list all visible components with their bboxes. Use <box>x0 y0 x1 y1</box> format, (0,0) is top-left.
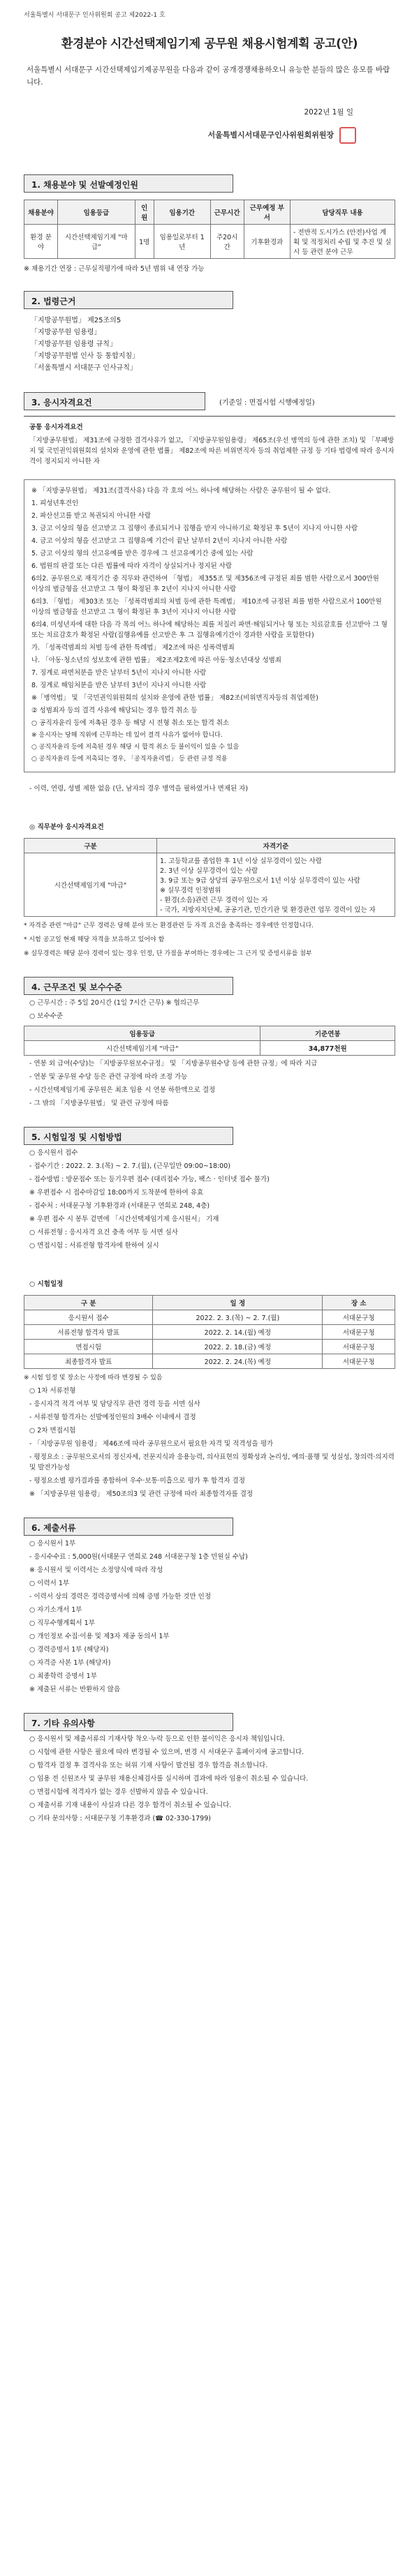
table-header-row <box>24 200 395 225</box>
issuer-name: 서울특별시서대문구인사위원회위원장 <box>207 130 335 140</box>
criteria-item: 3. 9급 또는 9급 상당의 공무원으로서 1년 이상 실무경력이 있는 사람 <box>160 877 360 885</box>
table-cell: - 전반적 도시가스 (안전)사업 계획 및 적정처리 수립 및 추진 및 실시 등 관련 분야 근무 <box>291 225 395 259</box>
salary-table <box>24 1026 395 1056</box>
divider <box>24 416 395 417</box>
header-cell: 인원 <box>135 200 154 225</box>
qual-note: * 자격증 관련 "마급" 근무 경력은 당해 분야 또는 환경관련 등 자격 요건을 충족하는 경우에만 인정합니다. <box>24 922 314 929</box>
section-schedule-table <box>24 1279 395 1499</box>
header-cell: 일 정 <box>153 1296 323 1310</box>
header-cell: 채용분야 <box>24 200 58 225</box>
table-row <box>24 1041 395 1056</box>
header-cell: 근무시간 <box>210 200 244 225</box>
schedule-line: - 서류전형 합격자는 선발예정인원의 3배수 이내에서 결정 <box>29 1414 196 1421</box>
list-item: 「서울특별시 서대문구 인사규칙」 <box>31 364 137 372</box>
common-requirements-text: 「지방공무원법」 제31조에 규정한 결격사유가 없고, 「지방공무원임용령」 제65조(우선 병역의 등에 관한 조치) 및 「부패방지 및 국민권익위원회의 설치와 운영에 관한 법률」 제82조에 따른 비위면직자 등의 취업제한 규정 등 기타 법령에 따라 응시자격이 정지되지 아니한 자 <box>29 437 395 465</box>
document-line: ○ 자기소개서 1부 <box>29 1606 82 1614</box>
table-row <box>24 853 395 917</box>
issuer <box>24 127 395 144</box>
box-line: 나. 「아동·청소년의 성보호에 관한 법률」 제2조제2호에 따른 아동·청소년대상 성범죄 <box>31 657 281 664</box>
table-row <box>24 1325 395 1340</box>
section-notes <box>24 1713 395 1824</box>
criteria-item: ※ 실무경력 인정범위 <box>160 887 221 894</box>
legal-basis-list <box>24 315 395 374</box>
header-cell: 임용기간 <box>154 200 210 225</box>
criteria-item: 1. 고등학교를 졸업한 후 1년 이상 실무경력이 있는 사람 <box>160 858 322 865</box>
section-working-conditions <box>24 977 395 1109</box>
table-header-row <box>24 1026 395 1041</box>
box-note: ○ 공직자윤리 등에 저촉된 경우 해당 시 합격 취소 등 불이익이 있을 수 있음 <box>31 744 240 751</box>
box-line: 5. 금고 이상의 형의 선고유예를 받은 경우에 그 선고유예기간 중에 있는 사람 <box>31 550 253 557</box>
list-item: 「지방공무원법 인사 등 통합지침」 <box>31 352 140 360</box>
schedule-title: ○ 시험일정 <box>29 1280 64 1288</box>
table-cell: 2022. 2. 14.(월) 예정 <box>153 1325 323 1340</box>
recruitment-table <box>24 200 395 259</box>
announcement-date: 2022년 1월 일 <box>304 108 353 117</box>
announcement-number: 서울특별시 서대문구 인사위원회 공고 제2022-1 호 <box>24 12 166 19</box>
document-line: - 이력서 상의 경력은 경력증명서에 의해 증명 가능한 것만 인정 <box>29 1593 212 1601</box>
table-cell: 서대문구청 <box>323 1325 395 1340</box>
table-row <box>24 225 395 259</box>
box-line: ※ 「지방공무원법」 제31조(결격사유) 다음 각 호의 어느 하나에 해당하는 사람은 공무원이 될 수 없다. <box>31 487 331 495</box>
notice-line: ○ 응시원서 및 제출서류의 기재사항 착오·누락 등으로 인한 불이익은 응시자 책임입니다. <box>29 1735 285 1743</box>
section-title: 2. 법령근거 <box>24 291 233 309</box>
section-exam-schedule <box>24 1127 395 1251</box>
box-line: 6의4. 미성년자에 대한 다음 각 목의 어느 하나에 해당하는 죄를 저질러 파면·해임되거나 형 또는 치료감호를 선고받아 그 형 또는 치료감호가 확정된 사람(집행유예를 선고받은 후 그 집행유예기간이 경과한 사람을 포함한다) <box>31 621 388 639</box>
schedule-line: - 「지방공무원 임용령」 제46조에 따라 공무원으로서 필요한 자격 및 적격성을 평가 <box>29 1440 274 1448</box>
box-line: 1. 피성년후견인 <box>31 500 79 507</box>
notice-line: ○ 기타 문의사항 : 서대문구청 기후환경과 (☎ 02-330-1799) <box>29 1815 211 1822</box>
box-note: ○ 공직자윤리 등에 저촉되는 경우, 「공직자윤리법」 등 관련 규정 적용 <box>31 756 228 763</box>
header-cell: 근무예정 부서 <box>244 200 290 225</box>
schedule-line: - 평정요소 : 공무원으로서의 정신자세, 전문지식과 응용능력, 의사표현의 정확성과 논리성, 예의·품행 및 성실성, 창의력·의지력 및 발전가능성 <box>29 1453 395 1472</box>
table-row <box>24 1310 395 1325</box>
header-cell: 자격기준 <box>157 839 395 853</box>
exam-line: ○ 응시원서 접수 <box>29 1149 78 1157</box>
table-cell: 기후환경과 <box>244 225 290 259</box>
header-cell: 장 소 <box>323 1296 395 1310</box>
page-title: 환경분야 시간선택제임기제 공무원 채용시험계획 공고(안) <box>61 37 358 51</box>
box-note: ※ 응시자는 당해 직위에 근무하는 데 있어 결격 사유가 없어야 합니다. <box>31 732 223 739</box>
section-title: 7. 기타 유의사항 <box>24 1713 233 1731</box>
qualifications-title: ◎ 직무분야 응시자격요건 <box>29 823 104 831</box>
document-line: - 응시수수료 : 5,000원(서대문구 연희로 248 서대문구청 1층 민원실 수납) <box>29 1553 248 1561</box>
box-line: ② 성범죄자 등의 결격 사유에 해당되는 경우 합격 취소 등 <box>31 707 198 714</box>
section-legal-basis <box>24 291 395 374</box>
box-line: 6의2. 공무원으로 재직기간 중 직무와 관련하여 「형법」 제355조 및 제356조에 규정된 죄를 범한 사람으로서 300만원 이상의 벌금형을 선고받고 그 형이 확정된 후 2년이 지나지 아니한 사람 <box>31 575 379 593</box>
document-line: ○ 개인정보 수집·이용 및 제3자 제공 동의서 1부 <box>29 1633 170 1640</box>
table-cell: 주20시간 <box>210 225 244 259</box>
table-cell: 2022. 2. 24.(목) 예정 <box>153 1354 323 1369</box>
box-line: ※「병역법」 및 「국민권익위원회의 설치와 운영에 관한 법률」 제82조(비위면직자등의 취업제한) <box>31 694 318 702</box>
section-title: 5. 시험일정 및 시험방법 <box>24 1127 233 1145</box>
section-title: 1. 채용분야 및 선발예정인원 <box>24 174 233 193</box>
header-cell: 임용등급 <box>58 200 135 225</box>
salary-note: - 연봉 외 급여(수당)는 「지방공무원보수규정」 및 「지방공무원수당 등에 관한 규정」에 따라 지급 <box>29 1060 318 1068</box>
exam-line: ○ 면접시험 : 서류전형 합격자에 한하여 실시 <box>29 1242 159 1250</box>
section-eligibility <box>24 392 395 794</box>
box-line: ○ 공직자윤리 등에 저촉된 경우 등 해당 시 전형 취소 또는 합격 취소 <box>31 719 230 727</box>
table-cell: 환경 분야 <box>24 225 58 259</box>
table-cell: 2022. 2. 3.(목) ~ 2. 7.(월) <box>153 1310 323 1325</box>
table-row <box>24 1354 395 1369</box>
notice-line: ○ 합격자 결정 후 결격사유 또는 허위 기재 사항이 발견될 경우 합격을 취소합니다. <box>29 1762 268 1769</box>
header-cell: 임용등급 <box>24 1026 260 1041</box>
exam-line: - 접수기간 : 2022. 2. 3.(목) ~ 2. 7.(월), (근무일만 09:00~18:00) <box>29 1162 230 1170</box>
section-documents <box>24 1518 395 1695</box>
notice-line: ○ 임용 전 신원조사 및 공무원 채용신체검사를 실시하며 결과에 따라 임용이 취소될 수 있습니다. <box>29 1775 309 1783</box>
criteria-item: 2. 3년 이상 실무경력이 있는 사람 <box>160 867 258 875</box>
document-line: ○ 최종학력 증명서 1부 <box>29 1672 97 1680</box>
schedule-line: - 평정요소별 평가결과를 종합하여 우수·보통·미흡으로 평가 후 합격자 결정 <box>29 1477 245 1485</box>
table-row <box>24 1340 395 1354</box>
table-cell: 최종합격자 발표 <box>24 1354 153 1369</box>
notice-line: ○ 면접시험에 적격자가 없는 경우 선발하지 않을 수 있습니다. <box>29 1788 208 1796</box>
document-line: ○ 자격증 사본 1부 (해당자) <box>29 1659 111 1667</box>
section-title: 4. 근무조건 및 보수수준 <box>24 977 233 995</box>
box-line: 2. 파산선고를 받고 복권되지 아니한 사람 <box>31 512 151 520</box>
schedule-note: ※ 시험 일정 및 장소는 사정에 따라 변경될 수 있음 <box>24 1375 163 1381</box>
common-requirements-heading: 공통 응시자격요건 <box>29 424 83 431</box>
header-cell: 기준연봉 <box>260 1026 395 1041</box>
box-line: 6의3. 「형법」 제303조 또는 「성폭력범죄의 처벌 등에 관한 특례법」 제10조에 규정된 죄를 범한 사람으로서 100만원 이상의 벌금형을 선고받고 그 형이 확정된 후 3년이 지나지 아니한 사람 <box>31 598 382 616</box>
notice-line: ○ 제출서류 기재 내용이 사실과 다른 경우 합격이 취소될 수 있습니다. <box>29 1802 232 1809</box>
table-cell: 임용일로부터 1년 <box>154 225 210 259</box>
document-line: ※ 응시원서 및 이력서는 소정양식에 따라 작성 <box>29 1566 163 1574</box>
table-cell: 면접시험 <box>24 1340 153 1354</box>
header-cell: 담당직무 내용 <box>291 200 395 225</box>
qual-note: ※ 실무경력은 해당 분야 경력이 있는 경우 인정, 단 가점을 부여하는 경우에는 그 근거 및 증빙서류를 첨부 <box>24 950 312 957</box>
table-cell: 서대문구청 <box>323 1340 395 1354</box>
salary-heading: ○ 보수수준 <box>29 1012 64 1020</box>
exam-line: - 접수처 : 서대문구청 기후환경과 (서대문구 연희로 248, 4층) <box>29 1202 210 1210</box>
criteria-item: - 국가, 지방자치단체, 공공기관, 민간기관 및 환경관련 업무 경력이 있는 자 <box>160 906 376 914</box>
box-line: 가. 「성폭력범죄의 처벌 등에 관한 특례법」 제2조에 따른 성폭력범죄 <box>31 644 235 652</box>
salary-note: - 연봉 및 공무원 수당 등은 관련 규정에 따라 조정 가능 <box>29 1073 188 1081</box>
section-subtitle: (기준일 : 면접시험 시행예정일) <box>219 399 315 407</box>
box-line: 4. 금고 이상의 형을 선고받고 그 집행유예 기간이 끝난 날부터 2년이 지나지 아니한 사람 <box>31 537 288 545</box>
official-seal-icon <box>339 127 356 144</box>
list-item: 「지방공무원 임용령」 <box>31 329 101 336</box>
section-recruitment <box>24 174 395 273</box>
document-line: ○ 경력증명서 1부 (해당자) <box>29 1646 109 1654</box>
schedule-line: - 응시자격 적격 여부 및 담당직무 관련 경력 등을 서면 심사 <box>29 1400 200 1408</box>
exam-line: ※ 우편 접수 시 봉투 겉면에 「시간선택제임기제 응시원서」 기재 <box>29 1215 219 1223</box>
table-cell: 2022. 2. 18.(금) 예정 <box>153 1340 323 1354</box>
header-cell: 구분 <box>24 839 157 853</box>
table-header-row <box>24 839 395 853</box>
header-cell: 구 분 <box>24 1296 153 1310</box>
salary-note: - 시간선택제임기제 공무원은 최초 임용 시 연봉 하한액으로 결정 <box>29 1086 216 1094</box>
extension-note: ※ 채용기간 연장 : 근무실적평가에 따라 5년 범위 내 연장 가능 <box>24 265 205 273</box>
box-line: 6. 법원의 판결 또는 다른 법률에 따라 자격이 상실되거나 정지된 사람 <box>31 562 233 570</box>
schedule-line: ○ 1차 서류전형 <box>29 1387 76 1395</box>
schedule-table <box>24 1295 395 1369</box>
notice-line: ○ 시험에 관한 사항은 필요에 따라 변경될 수 있으며, 변경 시 서대문구 홈페이지에 공고합니다. <box>29 1748 304 1756</box>
table-cell: 34,877천원 <box>260 1041 395 1056</box>
exam-line: ○ 서류전형 : 응시자격 요건 충족 여부 등 서면 심사 <box>29 1229 179 1236</box>
document-line: ○ 직무수행계획서 1부 <box>29 1619 95 1627</box>
exam-line: ※ 우편접수 시 접수마감일 18:00까지 도착분에 한하여 유효 <box>29 1189 204 1197</box>
table-header-row <box>24 1296 395 1310</box>
table-cell: 서대문구청 <box>323 1310 395 1325</box>
document-line: ※ 제출된 서류는 반환하지 않음 <box>29 1686 121 1693</box>
document-line: ○ 이력서 1부 <box>29 1580 70 1587</box>
exam-line: - 접수방법 : 방문접수 또는 등기우편 접수 (대리접수 가능, 팩스 · 인터넷 접수 불가) <box>29 1176 270 1183</box>
salary-note: - 그 밖의 「지방공무원법」 및 관련 규정에 따름 <box>29 1100 169 1107</box>
work-hours: ○ 근무시간 : 주 5일 20시간 (1일 7시간 근무) ※ 협의근무 <box>29 999 200 1007</box>
box-line: 8. 징계로 해임처분을 받은 날부터 3년이 지나지 아니한 사람 <box>31 682 207 689</box>
document-line: ○ 응시원서 1부 <box>29 1540 76 1548</box>
table-cell: 서대문구청 <box>323 1354 395 1369</box>
grade-cell: 시간선택제임기제 "마급" <box>24 853 157 917</box>
table-cell: 시간선택제임기제 "마급" <box>24 1041 260 1056</box>
qualifications-table <box>24 838 395 917</box>
list-item: 「지방공무원법」 제25조의5 <box>31 317 122 324</box>
section-title: 3. 응시자격요건 <box>24 392 205 410</box>
table-cell: 서류전형 합격자 발표 <box>24 1325 153 1340</box>
qual-note: * 시험 공고일 현재 해당 자격을 보유하고 있어야 함 <box>24 936 165 943</box>
schedule-line: ○ 2차 면접시험 <box>29 1427 76 1435</box>
box-line: 3. 금고 이상의 형을 선고받고 그 집행이 종료되거나 집행을 받지 아니하기로 확정된 후 5년이 지나지 아니한 사람 <box>31 525 358 532</box>
eligibility-summary: - 이력, 연령, 성별 제한 없음 (단, 남자의 경우 병역을 필하였거나 면제된 자) <box>29 785 249 793</box>
list-item: 「지방공무원 임용령 규칙」 <box>31 340 117 348</box>
section-job-qualifications <box>24 822 395 959</box>
schedule-line: ※ 「지방공무원 임용령」 제50조의3 및 관련 규정에 따라 최종합격자를 결정 <box>29 1490 253 1498</box>
table-cell: 1명 <box>135 225 154 259</box>
box-line: 7. 징계로 파면처분을 받은 날부터 5년이 지나지 아니한 사람 <box>31 669 207 677</box>
section-title: 6. 제출서류 <box>24 1518 233 1536</box>
disqualification-box <box>24 479 395 772</box>
table-cell: 시간선택제임기제 "마급" <box>58 225 135 259</box>
intro-text: 서울특별시 서대문구 시간선택제임기제공무원을 다음과 같이 공개경쟁채용하오니 유능한 분들의 많은 응모를 바랍니다. <box>27 66 390 87</box>
table-cell: 응시원서 접수 <box>24 1310 153 1325</box>
criteria-cell <box>157 853 395 917</box>
criteria-item: - 환경(소음)관련 근무 경력이 있는 자 <box>160 897 268 904</box>
